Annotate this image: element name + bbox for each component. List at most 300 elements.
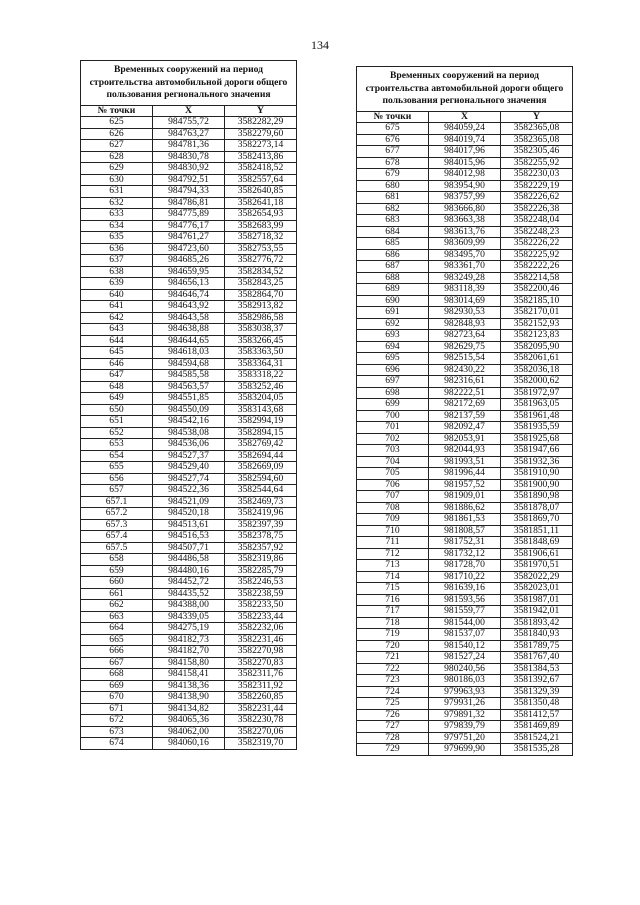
cell-x: 981728,70 [429, 560, 501, 572]
cell-x: 983609,99 [429, 238, 501, 250]
table-row [357, 606, 573, 618]
cell-x: 984656,13 [153, 278, 225, 290]
table-row [81, 381, 297, 393]
cell-x: 982222,51 [429, 387, 501, 399]
cell-point-number: 650 [81, 404, 153, 416]
coordinates-table-right [356, 66, 573, 756]
table-row [357, 318, 573, 330]
cell-x: 984776,17 [153, 220, 225, 232]
cell-x: 983613,76 [429, 226, 501, 238]
cell-point-number: 728 [357, 732, 429, 744]
cell-point-number: 716 [357, 594, 429, 606]
cell-y: 3581524,21 [501, 732, 573, 744]
table-row [81, 634, 297, 646]
cell-point-number: 657.5 [81, 542, 153, 554]
table-row [81, 209, 297, 221]
column-header-y: Y [501, 111, 573, 123]
cell-point-number: 629 [81, 163, 153, 175]
cell-x: 984012,98 [429, 169, 501, 181]
table-row [357, 353, 573, 365]
cell-x: 982044,93 [429, 445, 501, 457]
cell-y: 3581384,53 [501, 663, 573, 675]
cell-x: 983495,70 [429, 249, 501, 261]
cell-y: 3581878,07 [501, 502, 573, 514]
cell-point-number: 700 [357, 410, 429, 422]
cell-y: 3582255,92 [501, 157, 573, 169]
cell-y: 3583318,22 [225, 370, 297, 382]
cell-x: 982316,61 [429, 376, 501, 388]
cell-point-number: 676 [357, 134, 429, 146]
table-row [357, 709, 573, 721]
table-row [357, 146, 573, 158]
cell-point-number: 690 [357, 295, 429, 307]
table-row [81, 450, 297, 462]
table-row [81, 496, 297, 508]
table-row [357, 249, 573, 261]
table-row [81, 588, 297, 600]
cell-y: 3582418,52 [225, 163, 297, 175]
coordinates-table-left [80, 60, 297, 750]
cell-y: 3582311,92 [225, 680, 297, 692]
cell-y: 3582225,92 [501, 249, 573, 261]
cell-point-number: 643 [81, 324, 153, 336]
table-row [81, 703, 297, 715]
cell-point-number: 644 [81, 335, 153, 347]
table-row [357, 721, 573, 733]
cell-point-number: 713 [357, 560, 429, 572]
cell-point-number: 718 [357, 617, 429, 629]
table-row [81, 197, 297, 209]
cell-point-number: 661 [81, 588, 153, 600]
cell-x: 984015,96 [429, 157, 501, 169]
cell-y: 3582365,08 [501, 134, 573, 146]
cell-x: 984017,96 [429, 146, 501, 158]
cell-x: 979699,90 [429, 744, 501, 756]
table-row [357, 698, 573, 710]
cell-x: 984550,09 [153, 404, 225, 416]
table-row [81, 186, 297, 198]
cell-y: 3583266,45 [225, 335, 297, 347]
table-row [81, 151, 297, 163]
table-header-row [357, 111, 573, 123]
cell-y: 3582226,38 [501, 203, 573, 215]
cell-point-number: 679 [357, 169, 429, 181]
cell-y: 3582270,06 [225, 726, 297, 738]
table-header-row [81, 105, 297, 117]
cell-point-number: 714 [357, 571, 429, 583]
cell-y: 3582282,29 [225, 117, 297, 129]
cell-x: 980240,56 [429, 663, 501, 675]
cell-x: 981909,01 [429, 491, 501, 503]
cell-y: 3582285,79 [225, 565, 297, 577]
cell-point-number: 675 [357, 123, 429, 135]
cell-point-number: 692 [357, 318, 429, 330]
cell-point-number: 720 [357, 640, 429, 652]
cell-point-number: 625 [81, 117, 153, 129]
cell-y: 3582694,44 [225, 450, 297, 462]
table-row [81, 174, 297, 186]
cell-x: 984643,92 [153, 301, 225, 313]
table-row [81, 312, 297, 324]
cell-y: 3582238,59 [225, 588, 297, 600]
cell-point-number: 681 [357, 192, 429, 204]
cell-x: 984536,06 [153, 439, 225, 451]
table-row [357, 192, 573, 204]
table-row [357, 502, 573, 514]
cell-point-number: 657.1 [81, 496, 153, 508]
table-title-row [81, 61, 297, 106]
cell-x: 979931,26 [429, 698, 501, 710]
table-row [81, 289, 297, 301]
table-row [357, 376, 573, 388]
cell-x: 981593,56 [429, 594, 501, 606]
cell-y: 3582246,53 [225, 577, 297, 589]
cell-point-number: 694 [357, 341, 429, 353]
cell-y: 3581789,75 [501, 640, 573, 652]
cell-y: 3581961,48 [501, 410, 573, 422]
table-row [81, 565, 297, 577]
table-row [357, 399, 573, 411]
cell-point-number: 680 [357, 180, 429, 192]
cell-point-number: 671 [81, 703, 153, 715]
table-row [357, 732, 573, 744]
cell-y: 3582061,61 [501, 353, 573, 365]
cell-point-number: 653 [81, 439, 153, 451]
cell-x: 984830,78 [153, 151, 225, 163]
cell-point-number: 697 [357, 376, 429, 388]
cell-point-number: 701 [357, 422, 429, 434]
cell-point-number: 712 [357, 548, 429, 560]
cell-x: 984480,16 [153, 565, 225, 577]
cell-y: 3582986,58 [225, 312, 297, 324]
cell-point-number: 729 [357, 744, 429, 756]
table-row [81, 347, 297, 359]
cell-y: 3582279,60 [225, 128, 297, 140]
cell-y: 3582397,39 [225, 519, 297, 531]
table-row [357, 594, 573, 606]
cell-y: 3581987,01 [501, 594, 573, 606]
table-row [81, 117, 297, 129]
cell-x: 981527,24 [429, 652, 501, 664]
cell-x: 980186,03 [429, 675, 501, 687]
table-row [357, 617, 573, 629]
table-row [81, 680, 297, 692]
cell-point-number: 651 [81, 416, 153, 428]
cell-y: 3582229,19 [501, 180, 573, 192]
table-row [357, 744, 573, 756]
cell-point-number: 657 [81, 485, 153, 497]
cell-x: 981752,31 [429, 537, 501, 549]
table-row [357, 387, 573, 399]
cell-y: 3582270,98 [225, 646, 297, 658]
cell-point-number: 706 [357, 479, 429, 491]
cell-x: 984158,80 [153, 657, 225, 669]
cell-y: 3582594,60 [225, 473, 297, 485]
table-row [81, 335, 297, 347]
cell-point-number: 717 [357, 606, 429, 618]
cell-x: 984763,27 [153, 128, 225, 140]
cell-point-number: 727 [357, 721, 429, 733]
cell-x: 984761,27 [153, 232, 225, 244]
cell-y: 3582260,85 [225, 692, 297, 704]
cell-point-number: 668 [81, 669, 153, 681]
cell-x: 984792,51 [153, 174, 225, 186]
cell-point-number: 659 [81, 565, 153, 577]
table-row [81, 473, 297, 485]
cell-point-number: 722 [357, 663, 429, 675]
cell-point-number: 699 [357, 399, 429, 411]
table-row [81, 726, 297, 738]
table-title: Временных сооружений на период строительства автомобильной дороги общего пользования регионального значения [357, 67, 573, 112]
cell-y: 3582170,01 [501, 307, 573, 319]
cell-y: 3582683,99 [225, 220, 297, 232]
cell-x: 984830,92 [153, 163, 225, 175]
cell-y: 3581906,61 [501, 548, 573, 560]
cell-x: 984388,00 [153, 600, 225, 612]
cell-point-number: 649 [81, 393, 153, 405]
table-row [357, 410, 573, 422]
cell-point-number: 660 [81, 577, 153, 589]
cell-y: 3582864,70 [225, 289, 297, 301]
table-row [357, 456, 573, 468]
cell-y: 3581535,28 [501, 744, 573, 756]
cell-y: 3582319,86 [225, 554, 297, 566]
cell-y: 3582557,64 [225, 174, 297, 186]
cell-x: 983118,39 [429, 284, 501, 296]
cell-y: 3582232,06 [225, 623, 297, 635]
cell-x: 981996,44 [429, 468, 501, 480]
table-row [81, 243, 297, 255]
table-row [357, 571, 573, 583]
table-row [81, 669, 297, 681]
cell-point-number: 628 [81, 151, 153, 163]
cell-x: 982137,59 [429, 410, 501, 422]
cell-x: 984585,58 [153, 370, 225, 382]
cell-y: 3582200,46 [501, 284, 573, 296]
cell-x: 981710,22 [429, 571, 501, 583]
cell-point-number: 667 [81, 657, 153, 669]
cell-x: 984723,60 [153, 243, 225, 255]
cell-x: 981544,00 [429, 617, 501, 629]
cell-point-number: 686 [357, 249, 429, 261]
cell-y: 3582222,26 [501, 261, 573, 273]
table-row [81, 646, 297, 658]
table-row [357, 284, 573, 296]
cell-y: 3582022,29 [501, 571, 573, 583]
table-row [81, 232, 297, 244]
cell-point-number: 725 [357, 698, 429, 710]
table-row [357, 123, 573, 135]
cell-point-number: 647 [81, 370, 153, 382]
cell-y: 3582894,15 [225, 427, 297, 439]
cell-point-number: 655 [81, 462, 153, 474]
cell-x: 984646,74 [153, 289, 225, 301]
cell-point-number: 646 [81, 358, 153, 370]
cell-x: 984685,26 [153, 255, 225, 267]
cell-x: 983249,28 [429, 272, 501, 284]
cell-point-number: 698 [357, 387, 429, 399]
cell-point-number: 669 [81, 680, 153, 692]
cell-point-number: 702 [357, 433, 429, 445]
table-row [81, 427, 297, 439]
cell-y: 3582233,50 [225, 600, 297, 612]
cell-point-number: 705 [357, 468, 429, 480]
cell-y: 3582311,76 [225, 669, 297, 681]
cell-y: 3582834,52 [225, 266, 297, 278]
cell-y: 3581932,36 [501, 456, 573, 468]
cell-point-number: 721 [357, 652, 429, 664]
cell-x: 984775,89 [153, 209, 225, 221]
cell-x: 984755,72 [153, 117, 225, 129]
cell-y: 3582357,92 [225, 542, 297, 554]
cell-point-number: 683 [357, 215, 429, 227]
cell-point-number: 627 [81, 140, 153, 152]
cell-x: 982723,64 [429, 330, 501, 342]
table-row [81, 393, 297, 405]
cell-point-number: 724 [357, 686, 429, 698]
cell-point-number: 637 [81, 255, 153, 267]
column-header-x: X [153, 105, 225, 117]
table-title-row [357, 67, 573, 112]
cell-y: 3582641,18 [225, 197, 297, 209]
cell-y: 3582319,70 [225, 738, 297, 750]
table-row [81, 128, 297, 140]
cell-x: 984516,53 [153, 531, 225, 543]
cell-point-number: 635 [81, 232, 153, 244]
cell-x: 984062,00 [153, 726, 225, 738]
table-row [357, 629, 573, 641]
cell-x: 982053,91 [429, 433, 501, 445]
cell-y: 3581350,48 [501, 698, 573, 710]
table-row [81, 140, 297, 152]
cell-y: 3581469,89 [501, 721, 573, 733]
table-row [357, 203, 573, 215]
cell-y: 3582123,83 [501, 330, 573, 342]
cell-point-number: 709 [357, 514, 429, 526]
cell-point-number: 642 [81, 312, 153, 324]
cell-y: 3581851,11 [501, 525, 573, 537]
cell-y: 3583364,31 [225, 358, 297, 370]
cell-y: 3582365,08 [501, 123, 573, 135]
table-row [81, 220, 297, 232]
cell-point-number: 689 [357, 284, 429, 296]
cell-x: 984486,58 [153, 554, 225, 566]
cell-point-number: 665 [81, 634, 153, 646]
cell-x: 982092,47 [429, 422, 501, 434]
cell-x: 984507,71 [153, 542, 225, 554]
cell-y: 3582226,22 [501, 238, 573, 250]
cell-y: 3582669,09 [225, 462, 297, 474]
cell-point-number: 677 [357, 146, 429, 158]
cell-x: 982930,53 [429, 307, 501, 319]
cell-point-number: 711 [357, 537, 429, 549]
cell-x: 984551,85 [153, 393, 225, 405]
cell-point-number: 666 [81, 646, 153, 658]
cell-y: 3582185,10 [501, 295, 573, 307]
table-row [81, 623, 297, 635]
cell-x: 981732,12 [429, 548, 501, 560]
cell-point-number: 640 [81, 289, 153, 301]
cell-point-number: 685 [357, 238, 429, 250]
cell-point-number: 657.4 [81, 531, 153, 543]
cell-x: 984618,03 [153, 347, 225, 359]
cell-x: 984521,09 [153, 496, 225, 508]
cell-x: 981957,52 [429, 479, 501, 491]
table-row [357, 491, 573, 503]
table-row [357, 307, 573, 319]
cell-point-number: 648 [81, 381, 153, 393]
table-row [357, 238, 573, 250]
cell-y: 3582305,46 [501, 146, 573, 158]
cell-point-number: 658 [81, 554, 153, 566]
cell-x: 984794,33 [153, 186, 225, 198]
table-row [81, 462, 297, 474]
table-title: Временных сооружений на период строительства автомобильной дороги общего пользования регионального значения [81, 61, 297, 106]
cell-y: 3583143,68 [225, 404, 297, 416]
table-row [357, 215, 573, 227]
cell-y: 3582640,85 [225, 186, 297, 198]
cell-point-number: 663 [81, 611, 153, 623]
cell-point-number: 678 [357, 157, 429, 169]
cell-y: 3582270,83 [225, 657, 297, 669]
cell-y: 3582248,04 [501, 215, 573, 227]
table-row [357, 445, 573, 457]
cell-point-number: 641 [81, 301, 153, 313]
cell-point-number: 673 [81, 726, 153, 738]
cell-point-number: 645 [81, 347, 153, 359]
cell-point-number: 634 [81, 220, 153, 232]
cell-x: 979839,79 [429, 721, 501, 733]
cell-x: 984643,58 [153, 312, 225, 324]
cell-point-number: 704 [357, 456, 429, 468]
cell-x: 984435,52 [153, 588, 225, 600]
cell-point-number: 691 [357, 307, 429, 319]
cell-x: 983014,69 [429, 295, 501, 307]
cell-point-number: 726 [357, 709, 429, 721]
table-row [357, 675, 573, 687]
cell-y: 3582023,01 [501, 583, 573, 595]
cell-y: 3581970,51 [501, 560, 573, 572]
cell-y: 3582378,75 [225, 531, 297, 543]
cell-x: 984182,73 [153, 634, 225, 646]
cell-x: 983954,90 [429, 180, 501, 192]
cell-y: 3581972,97 [501, 387, 573, 399]
cell-y: 3581925,68 [501, 433, 573, 445]
table-row [81, 439, 297, 451]
table-row [357, 295, 573, 307]
cell-y: 3581869,70 [501, 514, 573, 526]
cell-x: 984786,81 [153, 197, 225, 209]
cell-x: 984542,16 [153, 416, 225, 428]
cell-x: 984563,57 [153, 381, 225, 393]
cell-point-number: 674 [81, 738, 153, 750]
cell-x: 984529,40 [153, 462, 225, 474]
cell-x: 984138,36 [153, 680, 225, 692]
cell-x: 981861,53 [429, 514, 501, 526]
cell-y: 3582214,58 [501, 272, 573, 284]
table-row [81, 554, 297, 566]
cell-y: 3581947,66 [501, 445, 573, 457]
cell-x: 984522,36 [153, 485, 225, 497]
table-row [81, 715, 297, 727]
cell-x: 981559,77 [429, 606, 501, 618]
table-row [357, 272, 573, 284]
cell-x: 984134,82 [153, 703, 225, 715]
cell-point-number: 657.3 [81, 519, 153, 531]
cell-x: 984527,37 [153, 450, 225, 462]
table-row [357, 514, 573, 526]
cell-x: 984452,72 [153, 577, 225, 589]
